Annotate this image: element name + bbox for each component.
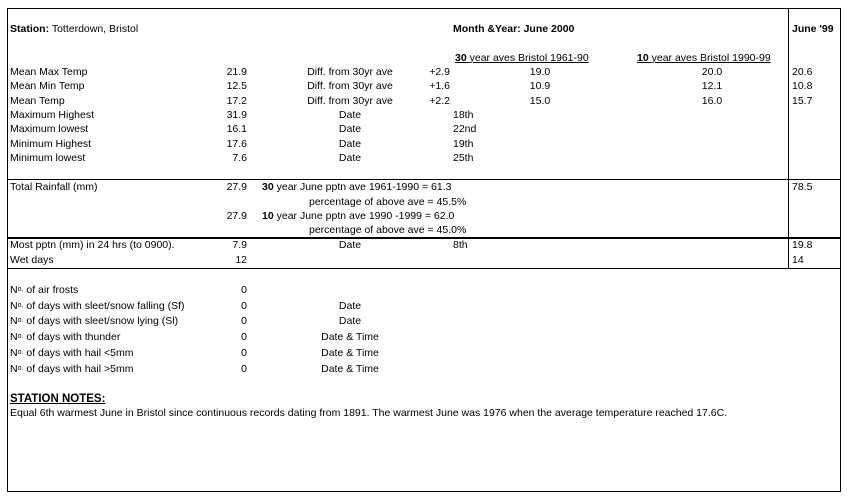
temp-row-diff: 22nd: [453, 123, 477, 135]
temp-row-mid: Date: [338, 152, 362, 164]
number-abbrev-sup: o.: [17, 333, 24, 340]
station-header: [10, 23, 138, 36]
number-abbrev: N: [10, 315, 18, 327]
number-abbrev: N: [10, 363, 18, 375]
temp-row-ave10: 16.0: [701, 95, 723, 107]
temp-row-mid: Date: [338, 123, 362, 135]
rainfall-line-2: percentage of above ave = 45.5%: [309, 196, 467, 208]
day-row-text: of days with sleet/snow lying (Sl): [26, 315, 179, 327]
day-row-value: 0: [241, 363, 247, 375]
number-abbrev: N: [10, 300, 18, 312]
day-row-label: [10, 284, 78, 297]
day-row-label: [10, 347, 133, 360]
temp-row-ave30: 15.0: [529, 95, 551, 107]
rainfall-value-1: 27.9: [226, 181, 247, 193]
day-row-value: 0: [241, 315, 247, 327]
day-row-value: 0: [241, 300, 247, 312]
wet-days-prev: 14: [792, 254, 804, 266]
temp-row-diff: 25th: [453, 152, 474, 164]
temp-row-label: Mean Max Temp: [10, 66, 88, 78]
temp-row-value: 16.1: [226, 123, 247, 135]
day-row-label: [10, 315, 178, 328]
day-row-label: [10, 331, 120, 344]
temp-row-value: 12.5: [226, 80, 247, 92]
temp-row-mid: Diff. from 30yr ave: [307, 66, 393, 78]
day-row-mid: Date: [338, 300, 362, 312]
temp-row-label: Maximum Highest: [10, 109, 95, 121]
day-row-text: of days with sleet/snow falling (Sf): [26, 300, 185, 312]
temp-row-ave30: 19.0: [529, 66, 551, 78]
temp-row-diff: 18th: [453, 109, 474, 121]
temp-row-diff: +2.2: [429, 95, 450, 107]
station-label: Station:: [10, 23, 50, 35]
wet-days-value: 12: [235, 254, 247, 266]
prev-year-column-divider: [788, 8, 789, 268]
rainfall-line-4: percentage of above ave = 45.0%: [309, 224, 467, 236]
rainfall-prev: 78.5: [792, 181, 813, 193]
wet-days-label: Wet days: [10, 254, 54, 266]
day-row-text: of days with thunder: [26, 331, 121, 343]
temp-row-diff: +1.6: [429, 80, 450, 92]
temp-row-mid: Date: [338, 138, 362, 150]
month-year: Month &Year: June 2000: [453, 23, 575, 35]
temp-row-ave10: 20.0: [701, 66, 723, 78]
temp-row-value: 17.2: [226, 95, 247, 107]
day-row-mid: Date & Time: [321, 363, 379, 375]
temp-row-diff: 19th: [453, 138, 474, 150]
temp-row-value: 17.6: [226, 138, 247, 150]
temp-row-ave10: 12.1: [701, 80, 723, 92]
divider-pptn-days: [8, 268, 840, 269]
temp-row-ave30: 10.9: [529, 80, 551, 92]
day-row-value: 0: [241, 331, 247, 343]
station-notes-text: Equal 6th warmest June in Bristol since continuous records dating from 1891. The warmest June was 1976 when the average temperature reached 17.6C.: [10, 407, 728, 419]
temp-row-value: 31.9: [226, 109, 247, 121]
temp-row-mid: Diff. from 30yr ave: [307, 95, 393, 107]
temp-row-value: 21.9: [226, 66, 247, 78]
number-abbrev-sup: o.: [17, 286, 24, 293]
rainfall-label: Total Rainfall (mm): [10, 181, 98, 193]
number-abbrev-sup: o.: [17, 302, 24, 309]
ave10-header: 10 year aves Bristol 1990-99: [637, 52, 771, 64]
most-pptn-value: 7.9: [232, 239, 247, 251]
number-abbrev-sup: o.: [17, 349, 24, 356]
day-row-mid: Date: [338, 315, 362, 327]
temp-row-value: 7.6: [232, 152, 247, 164]
day-row-text: of air frosts: [26, 284, 79, 296]
station-notes-title: STATION NOTES:: [10, 393, 106, 405]
temp-row-label: Minimum lowest: [10, 152, 86, 164]
day-row-text: of days with hail <5mm: [26, 347, 134, 359]
temp-row-label: Minimum Highest: [10, 138, 92, 150]
number-abbrev-sup: o.: [17, 317, 24, 324]
temp-row-label: Mean Temp: [10, 95, 65, 107]
most-pptn-date: 8th: [453, 239, 468, 251]
most-pptn-date-label: Date: [338, 239, 362, 251]
day-row-value: 0: [241, 347, 247, 359]
temp-row-label: Mean Min Temp: [10, 80, 85, 92]
day-row-value: 0: [241, 284, 247, 296]
divider-temps-rain: [8, 179, 840, 180]
temp-row-mid: Diff. from 30yr ave: [307, 80, 393, 92]
day-row-label: [10, 363, 133, 376]
temp-row-label: Maximum lowest: [10, 123, 89, 135]
rainfall-line-1: 30 year June pptn ave 1961-1990 = 61.3: [262, 181, 452, 193]
day-row-mid: Date & Time: [321, 331, 379, 343]
number-abbrev-sup: o.: [17, 365, 24, 372]
temp-row-prev: 10.8: [792, 80, 813, 92]
station-name: Totterdown, Bristol: [51, 23, 139, 35]
day-row-mid: Date & Time: [321, 347, 379, 359]
prev-year-header: June '99: [792, 23, 834, 35]
number-abbrev: N: [10, 284, 18, 296]
day-row-text: of days with hail >5mm: [26, 363, 134, 375]
number-abbrev: N: [10, 331, 18, 343]
temp-row-mid: Date: [338, 109, 362, 121]
temp-row-diff: +2.9: [429, 66, 450, 78]
number-abbrev: N: [10, 347, 18, 359]
most-pptn-label: Most pptn (mm) in 24 hrs (to 0900).: [10, 239, 175, 251]
ave30-header: 30 year aves Bristol 1961-90: [455, 52, 589, 64]
temp-row-prev: 20.6: [792, 66, 813, 78]
rainfall-value-2: 27.9: [226, 210, 247, 222]
day-row-label: [10, 300, 185, 313]
rainfall-line-3: 10 year June pptn ave 1990 -1999 = 62.0: [262, 210, 455, 222]
most-pptn-prev: 19.8: [792, 239, 813, 251]
temp-row-prev: 15.7: [792, 95, 813, 107]
